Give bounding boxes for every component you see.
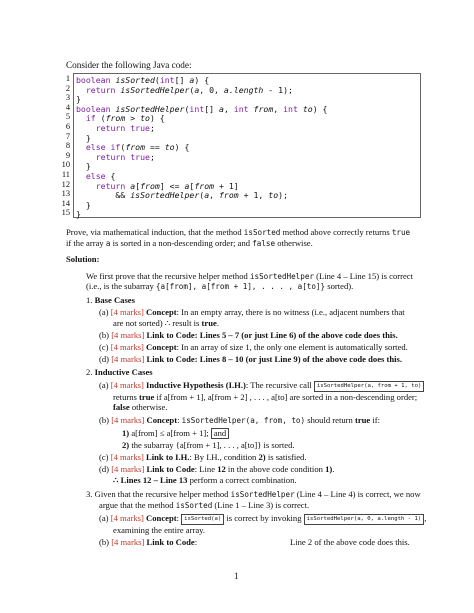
line-number: 1 (65, 74, 70, 83)
page-number: 1 (234, 571, 239, 581)
line-number: 7 (65, 131, 70, 141)
code-token: a (194, 84, 200, 95)
code-token: int (283, 103, 298, 114)
code-token: ); (278, 190, 288, 201)
code-line (76, 123, 155, 133)
code-token (76, 85, 86, 95)
third-case-b: (b) [4 marks] Link to Code: (99, 537, 198, 547)
code-box (73, 73, 421, 218)
code-token: to (140, 113, 150, 124)
code-token: isSortedHelper (120, 84, 190, 95)
code-token: a (219, 103, 224, 114)
code-token: ( (184, 103, 190, 114)
code-token (76, 171, 86, 181)
line-number-gutter (48, 73, 70, 218)
code-token: } (76, 161, 91, 172)
code-token: if (85, 113, 96, 124)
code-token: else if (85, 142, 121, 153)
line-number: 2 (65, 83, 70, 93)
code-token (76, 181, 96, 191)
code-token: > (125, 113, 141, 124)
code-line (76, 209, 81, 219)
code-token: a.length (223, 84, 264, 95)
third-case-a-cont: examining the entire array. (113, 525, 206, 535)
code-token: , (223, 103, 234, 114)
code-token: from (105, 113, 126, 124)
code-token: a (184, 180, 190, 191)
code-token: [ (189, 180, 195, 191)
code-token: a (189, 75, 195, 85)
code-line (76, 104, 328, 114)
inductive-case-c: (c) [4 marks] Link to I.H.: By I.H., condition 2) is satisfied. (99, 452, 307, 462)
code-line (76, 133, 91, 143)
code-token: ( (95, 113, 106, 124)
code-token: ] <= (159, 180, 185, 191)
code-token: && (76, 190, 131, 201)
line-number: 13 (61, 189, 70, 199)
code-token: int (159, 75, 175, 85)
prove-line-1: Prove, via mathematical induction, that the method isSorted method above correctly returns true (66, 227, 411, 237)
code-token: to (164, 142, 175, 153)
third-line-1: 3. Given that the recursive helper method isSortedHelper (Line 4 – Line 4) is correct, we now (86, 489, 421, 499)
code-token: + 1, (238, 190, 269, 201)
inductive-case-a-cont: returns true if a[from + 1], a[from + 2] , . . . , a[to] are sorted in a non-descending order; (113, 392, 418, 402)
code-line (76, 94, 81, 104)
code-token: { (105, 171, 116, 181)
base-case-c: (c) [4 marks] Concept: In an array of size 1, the only one element is automatically sorted. (99, 342, 408, 352)
code-token: ; (149, 151, 155, 162)
combination-conclusion: ∴ Lines 12 – Line 13 perform a correct combination. (113, 475, 297, 485)
code-token: ) { (174, 142, 190, 153)
line-number: 12 (61, 179, 70, 189)
code-listing (48, 73, 421, 218)
code-token: return (95, 180, 126, 191)
inductive-case-b: (b) [4 marks] Concept: isSortedHelper(a, from, to) should return true if: (99, 415, 381, 425)
line-number: 4 (65, 102, 70, 112)
code-token: [ (135, 180, 141, 191)
inductive-case-a: (a) [4 marks] Inductive Hypothesis (I.H.): The recursive call isSortedHelper(a, from + 1, to) (99, 380, 424, 392)
code-token: == (145, 142, 165, 153)
code-token: return (85, 84, 116, 95)
line-number: 15 (61, 208, 70, 218)
code-line (76, 152, 155, 162)
condition-2: 2) the subarray {a[from + 1], . . . , a[to]} is sorted. (122, 440, 295, 450)
code-token: - 1); (263, 84, 293, 95)
line-number: 6 (65, 122, 70, 131)
code-token: boolean (76, 75, 111, 85)
base-case-d: (d) [4 marks] Link to Code: Lines 8 – 10 (or just Line 9) of the above code does this. (99, 354, 403, 364)
line-number: 5 (65, 112, 70, 122)
code-token: } (76, 132, 91, 143)
third-case-b-text (290, 537, 410, 548)
code-token: , 0, (199, 84, 224, 95)
base-case-a: (a) [4 marks] Concept: In an empty array, there is no witness (i.e., adjacent numbers that (99, 307, 405, 317)
code-token: isSortedHelper (130, 190, 200, 201)
code-line (76, 181, 239, 191)
base-case-b: (b) [4 marks] Link to Code: Lines 5 – 7 (or just Line 6) of the above code does this. (99, 330, 398, 340)
third-line-2: argue that the method isSorted (Line 1 – Line 3) is correct. (99, 500, 310, 510)
code-token (76, 123, 96, 133)
code-token: boolean (76, 103, 111, 114)
line-number: 14 (61, 198, 70, 208)
code-token: from (253, 103, 274, 114)
code-token: int (189, 103, 205, 114)
code-token (76, 113, 86, 123)
code-token: ) { (194, 75, 210, 85)
line-number: 9 (65, 150, 70, 160)
third-case-b-line: Line 2 of the above code does this. (290, 537, 410, 547)
code-token: } (76, 94, 81, 105)
code-token: to (302, 103, 313, 114)
intro-text: Consider the following Java code: (66, 60, 192, 70)
line-number: 11 (61, 170, 70, 179)
code-line (76, 75, 209, 85)
line-number: 8 (65, 141, 70, 151)
code-token (76, 142, 86, 152)
code-token: return true (95, 151, 150, 162)
code-token: ; (149, 123, 155, 133)
code-token: ( (189, 84, 195, 95)
base-case-a-cont: are not sorted) ∴ result is true. (113, 318, 219, 328)
code-token: [] (174, 75, 190, 85)
line-number: 3 (65, 93, 70, 103)
code-line (76, 171, 115, 181)
solution-heading: Solution: (66, 254, 100, 264)
code-token: to (268, 190, 279, 201)
line-number: 10 (61, 160, 70, 170)
code-line (76, 200, 91, 210)
code-token: return true (95, 123, 150, 133)
code-token: a (204, 190, 210, 201)
code-token: + 1] (214, 180, 239, 191)
code-token: isSorted (115, 75, 155, 85)
code-token (76, 152, 96, 162)
inductive-case-d: (d) [4 marks] Link to Code: Line 12 in the above code condition 1). (99, 464, 335, 474)
solution-intro-2: (i.e., is the subarray {a[from], a[from + 1], . . . , a[to]} sorted). (86, 281, 354, 291)
code-line (76, 161, 91, 171)
code-line (76, 113, 165, 123)
code-token: [] (204, 103, 219, 114)
base-cases-heading: 1. Base Cases (86, 295, 135, 305)
code-token: a (130, 180, 136, 191)
code-token: else (85, 171, 106, 181)
code-line (76, 85, 293, 95)
code-token: from (194, 180, 215, 191)
inductive-cases-heading: 2. Inductive Cases (86, 367, 153, 377)
code-token: } (76, 199, 91, 210)
code-token: } (76, 209, 81, 220)
code-token: , (209, 190, 219, 201)
code-token: ( (199, 190, 205, 201)
inductive-case-a-cont2: false otherwise. (113, 402, 168, 412)
code-token: int (233, 103, 249, 114)
code-token: ) { (312, 103, 328, 114)
third-case-a: (a) [4 marks] Concept: isSorted(a) is correct by invoking isSortedHelper(a, 0, a.length - 1) , (99, 513, 427, 523)
code-token: ( (120, 142, 126, 153)
solution-intro-1: We first prove that the recursive helper method isSortedHelper (Line 4 – Line 15) is correct (86, 271, 414, 281)
code-token: from (218, 190, 239, 201)
code-token: ) { (149, 113, 165, 124)
code-token: from (125, 142, 146, 153)
code-token: from (140, 180, 160, 191)
prove-line-2: if the array a is sorted in a non-descending order; and false otherwise. (66, 238, 313, 248)
code-line (76, 142, 189, 152)
code-token: isSortedHelper (115, 103, 185, 114)
code-token: , (273, 103, 284, 114)
code-token: ( (154, 75, 160, 85)
code-line (76, 190, 288, 200)
condition-1: 1) a[from] ≤ a[from + 1]; and (122, 428, 229, 439)
